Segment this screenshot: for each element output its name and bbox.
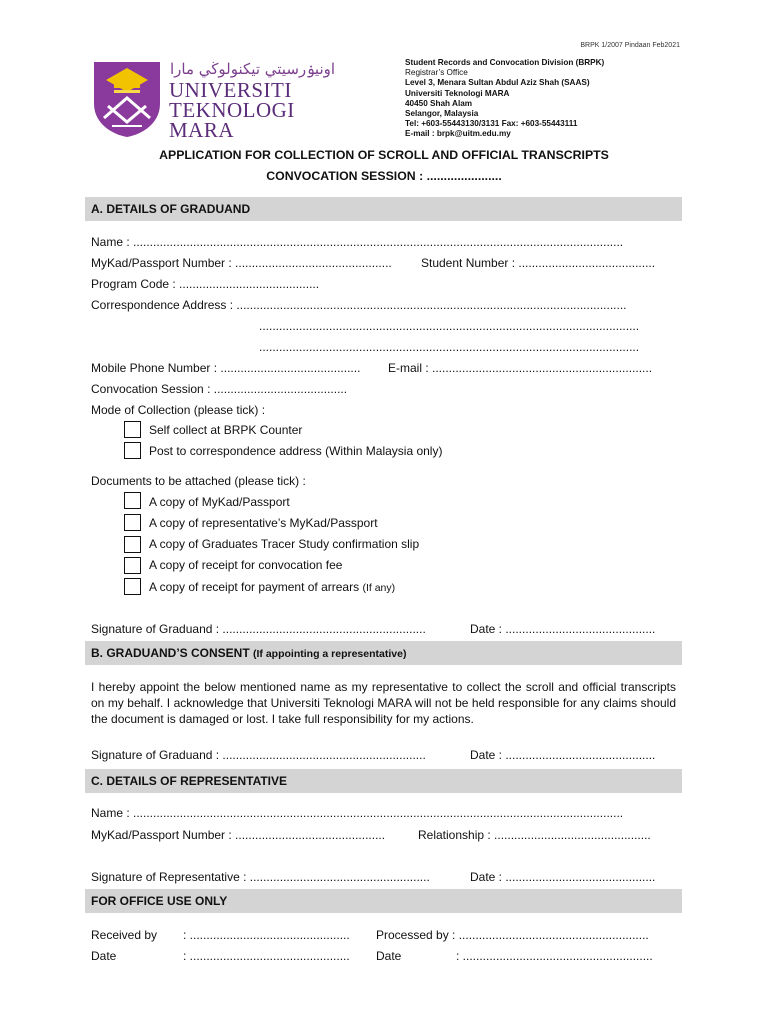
office-use-heading: FOR OFFICE USE ONLY [85,889,682,913]
self-collect-checkbox[interactable] [124,421,141,438]
mode-of-collection-label: Mode of Collection (please tick) : [91,403,266,417]
section-c-heading: C. DETAILS OF REPRESENTATIVE [85,769,682,793]
section-b-heading [85,641,682,665]
doc-option-label: A copy of receipt for convocation fee [149,558,343,572]
mobile-phone-field[interactable]: Mobile Phone Number : .......................................... [91,361,361,375]
representative-name-field[interactable]: Name : ................................................................................................................................................... [91,806,624,820]
office-address-line: Level 3, Menara Sultan Abdul Aziz Shah (SAAS) [405,78,590,88]
form-reference: BRPK 1/2007 Pindaan Feb2021 [580,42,680,49]
received-by-label: Received by [91,928,158,942]
university-name-line1: UNIVERSITI [169,78,292,102]
office-address-block [405,58,604,140]
representative-date-field[interactable]: Date : ............................................. [470,870,656,884]
office-date-field[interactable]: : ................................................ [183,949,350,963]
office-address-line: Universiti Teknologi MARA [405,88,510,98]
section-a-heading: A. DETAILS OF GRADUAND [85,197,682,221]
self-collect-option-label: Self collect at BRPK Counter [149,423,303,437]
doc-tracer-study-checkbox[interactable] [124,536,141,553]
office-address-line: Selangor, Malaysia [405,109,479,119]
post-address-option-label: Post to correspondence address (Within Malaysia only) [149,444,443,458]
section-b-title: B. GRADUAND’S CONSENT [91,646,250,660]
relationship-field[interactable]: Relationship : ............................................... [418,828,651,842]
received-by-field[interactable]: : ................................................ [183,928,350,942]
university-crest-logo [92,60,162,138]
correspondence-address-line3[interactable]: .................................................................................................................. [259,340,640,354]
student-number-field[interactable]: Student Number : ......................................... [421,256,656,270]
graduand-signature-field[interactable]: Signature of Graduand : ............................................................. [91,622,426,636]
if-any-note: (If any) [362,582,396,594]
post-address-checkbox[interactable] [124,442,141,459]
consent-signature-field[interactable]: Signature of Graduand : ............................................................. [91,748,426,762]
representative-signature-field[interactable]: Signature of Representative : ...................................................... [91,870,430,884]
convocation-session-title: CONVOCATION SESSION : ...................... [266,169,502,183]
section-b-note: (If appointing a representative) [253,648,407,660]
consent-date-field[interactable]: Date : ............................................. [470,748,656,762]
office-address-line: 40450 Shah Alam [405,98,473,108]
office-registrar: Registrar’s Office [405,68,468,78]
convocation-session-field[interactable]: Convocation Session : ........................................ [91,382,348,396]
doc-convocation-fee-checkbox[interactable] [124,557,141,574]
doc-representative-mykad-checkbox[interactable] [124,514,141,531]
doc-option-label: A copy of Graduates Tracer Study confirmation slip [149,537,420,551]
processed-by-field[interactable]: Processed by : ......................................................... [376,928,649,942]
office-email: E-mail : brpk@uitm.edu.my [405,129,511,139]
doc-arrears-receipt-checkbox[interactable] [124,578,141,595]
consent-paragraph: I hereby appoint the below mentioned name as my representative to collect the scroll and official transcripts on my behalf. I acknowledge that Universiti Teknologi MARA will not be held responsible for any claims should the document is damaged or lost. I take full responsibility for my actions. [91,680,676,726]
correspondence-address-field[interactable]: Correspondence Address : ..................................................................................................................... [91,298,627,312]
doc-mykad-checkbox[interactable] [124,492,141,509]
documents-attached-label: Documents to be attached (please tick) : [91,474,306,488]
representative-mykad-field[interactable]: MyKad/Passport Number : ............................................. [91,828,386,842]
graduand-date-field[interactable]: Date : ............................................. [470,622,656,636]
graduand-name-field[interactable]: Name : ................................................................................................................................................... [91,235,624,249]
office-name: Student Records and Convocation Division (BRPK) [405,58,605,67]
office-date-label: Date [91,949,117,963]
program-code-field[interactable]: Program Code : .......................................... [91,277,320,291]
doc-option-label [149,580,395,595]
office-date2-field[interactable]: : ......................................................... [456,949,653,963]
doc-option-label: A copy of representative’s MyKad/Passport [149,516,378,530]
university-name-line2: TEKNOLOGI [169,98,295,122]
correspondence-address-line2[interactable]: .................................................................................................................. [259,319,640,333]
graduand-mykad-field[interactable]: MyKad/Passport Number : ............................................... [91,256,392,270]
office-date2-label: Date [376,949,402,963]
doc-arrears-label: A copy of receipt for payment of arrears [149,580,360,594]
email-field[interactable]: E-mail : .................................................................. [388,361,653,375]
doc-option-label: A copy of MyKad/Passport [149,495,290,509]
university-jawi-name: اونيۏرسيتي تيكنولوڬي مارا [170,60,336,78]
office-tel-fax: Tel: +603-55443130/3131 Fax: +603-55443111 [405,119,578,129]
form-title: APPLICATION FOR COLLECTION OF SCROLL AND OFFICIAL TRANSCRIPTS [159,148,609,162]
university-name-line3: MARA [169,118,235,142]
